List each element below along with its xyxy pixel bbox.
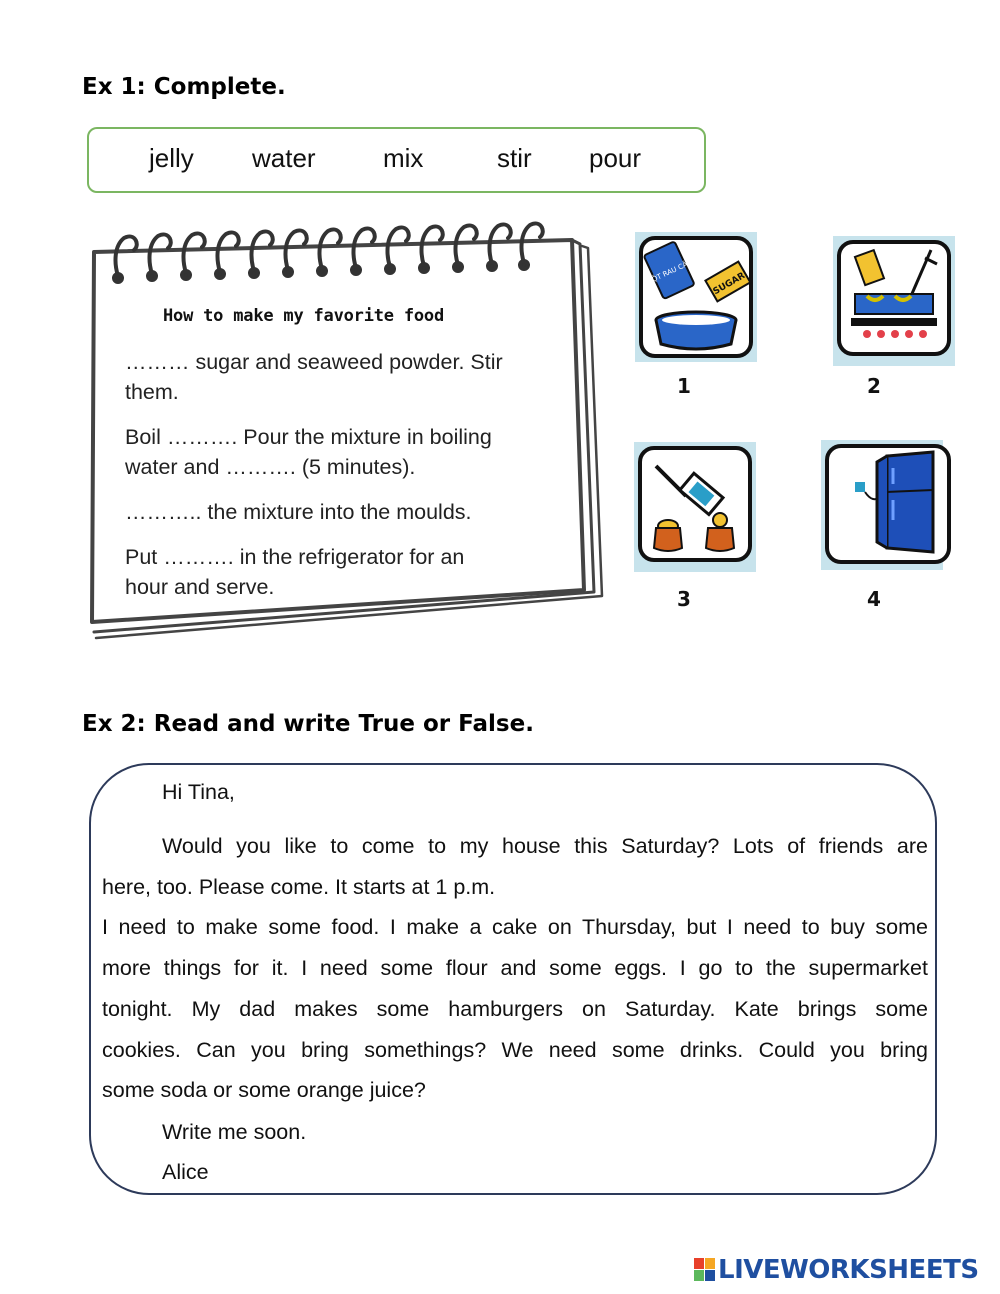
picture-2-label: 2 (867, 374, 881, 398)
picture-3-label: 3 (677, 587, 691, 611)
word-bank-item: jelly (149, 143, 194, 173)
jelly-moulds-icon (634, 442, 756, 566)
picture-4 (821, 440, 943, 570)
notebook-line: ……… sugar and seaweed powder. Stir (125, 350, 503, 374)
exercise-2-title: Ex 2: Read and write True or False. (82, 711, 534, 737)
picture-1 (635, 232, 757, 362)
letter-line: Would you like to come to my house this Saturday? Lots of friends are (162, 834, 928, 858)
notebook-line: Boil ………. Pour the mixture in boiling (125, 425, 492, 449)
sugar-label: SUGAR (711, 270, 748, 298)
logo-text: LIVEWORKSHEETS (718, 1255, 979, 1285)
exercise-1-title: Ex 1: Complete. (82, 74, 286, 100)
liveworksheets-logo-icon (694, 1258, 716, 1282)
picture-1-label: 1 (677, 374, 691, 398)
notebook-line: water and ………. (5 minutes). (125, 455, 416, 479)
refrigerator-icon (821, 440, 955, 568)
word-bank (87, 127, 706, 193)
liveworksheets-logo (694, 1255, 979, 1285)
picture-4-label: 4 (867, 587, 881, 611)
notebook-line: Put ………. in the refrigerator for an (125, 545, 465, 569)
notebook-line: them. (125, 380, 179, 404)
word-bank-item: stir (497, 143, 532, 173)
picture-2 (833, 236, 955, 366)
word-bank-item: pour (589, 143, 642, 173)
letter-line: I need to make some food. I make a cake on Thursday, but I need to buy some (102, 915, 928, 939)
pour-into-pot-icon (635, 232, 757, 362)
letter-line: tonight. My dad makes some hamburgers on Saturday. Kate brings some (102, 997, 928, 1021)
packet-label: BỘT RAU CÂU (646, 258, 694, 286)
notebook-title: How to make my favorite food (163, 306, 444, 326)
letter-line: here, too. Please come. It starts at 1 p.m. (102, 875, 496, 899)
picture-3 (634, 442, 756, 572)
letter-closing: Write me soon. (162, 1120, 307, 1144)
letter-signature: Alice (162, 1160, 209, 1184)
notebook-line: ……….. the mixture into the moulds. (125, 500, 472, 524)
word-bank-item: mix (383, 143, 424, 173)
letter-line: cookies. Can you bring somethings? We need some drinks. Could you bring (102, 1038, 928, 1062)
letter-line: some soda or some orange juice? (102, 1078, 426, 1102)
letter-line: more things for it. I need some flour and some eggs. I go to the supermarket (102, 956, 928, 980)
word-bank-item: water (252, 143, 316, 173)
stir-on-stove-icon (833, 236, 955, 360)
letter-greeting: Hi Tina, (162, 780, 235, 804)
notebook-line: hour and serve. (125, 575, 275, 599)
